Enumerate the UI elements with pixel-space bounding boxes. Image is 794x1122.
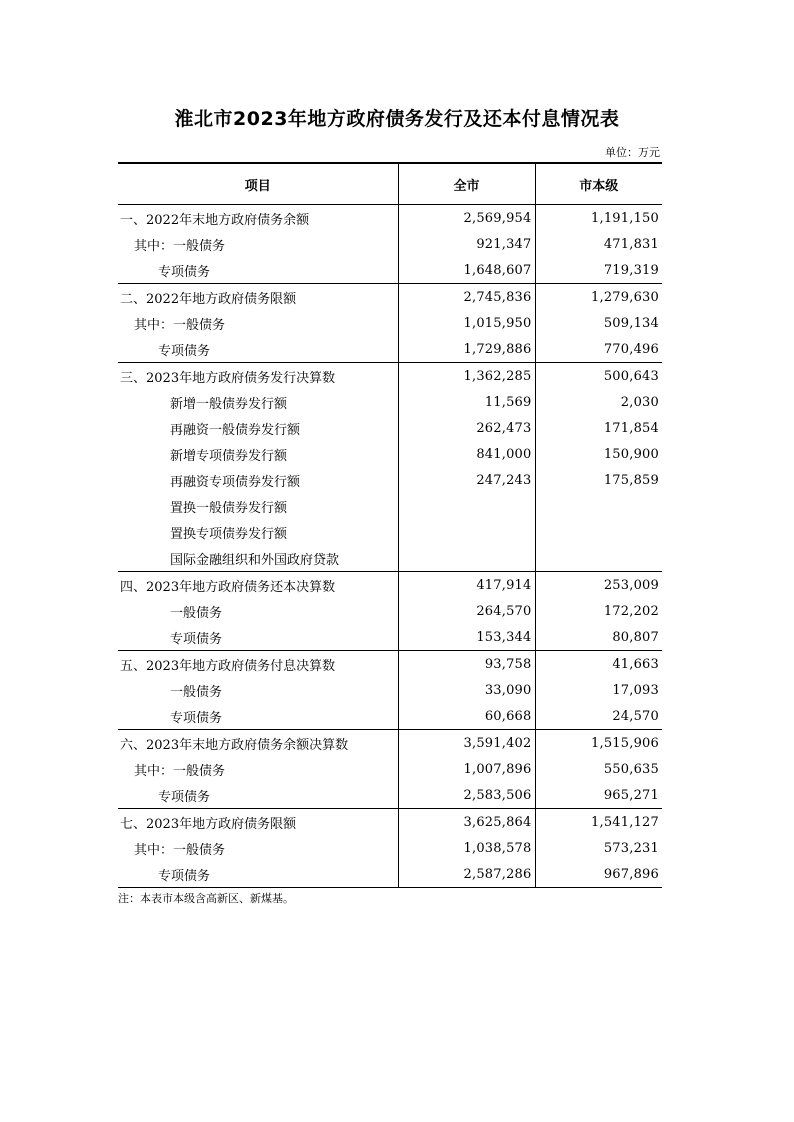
row-label: 专项债务 <box>170 631 223 647</box>
city-value <box>398 519 535 545</box>
row-label: 一、2022年末地方政府债务余额 <box>120 212 310 228</box>
table-row <box>118 415 662 441</box>
table-row <box>118 389 662 415</box>
municipal-value: 150,900 <box>535 441 662 467</box>
table-row <box>118 310 662 336</box>
city-value: 417,914 <box>398 572 535 599</box>
row-label: 再融资一般债券发行额 <box>170 422 301 438</box>
table-row <box>118 363 662 390</box>
row-label: 专项债务 <box>158 264 211 280</box>
city-value: 60,668 <box>398 703 535 730</box>
row-label: 一般债务 <box>170 605 223 621</box>
table-row <box>118 545 662 572</box>
row-label: 专项债务 <box>158 868 211 884</box>
city-value: 2,587,286 <box>398 861 535 888</box>
municipal-value: 1,191,150 <box>535 205 662 232</box>
row-label: 七、2023年地方政府债务限额 <box>118 809 398 836</box>
row-label: 专项债务 <box>170 710 223 726</box>
table-row <box>118 809 662 836</box>
municipal-value: 41,663 <box>535 651 662 678</box>
municipal-value: 2,030 <box>535 389 662 415</box>
row-label: 其中：一般债务 <box>134 842 226 858</box>
row-label: 新增专项债券发行额 <box>170 448 288 464</box>
row-label: 专项债务 <box>158 343 211 359</box>
municipal-value: 253,009 <box>535 572 662 599</box>
city-value: 921,347 <box>398 231 535 257</box>
municipal-value: 175,859 <box>535 467 662 493</box>
city-value: 1,362,285 <box>398 363 535 390</box>
municipal-value: 17,093 <box>535 677 662 703</box>
city-value: 3,591,402 <box>398 730 535 757</box>
city-value: 1,007,896 <box>398 756 535 782</box>
row-label: 国际金融组织和外国政府贷款 <box>170 552 340 568</box>
municipal-value: 770,496 <box>535 336 662 363</box>
table-row <box>118 756 662 782</box>
municipal-value: 500,643 <box>535 363 662 390</box>
municipal-value: 172,202 <box>535 598 662 624</box>
city-value <box>398 545 535 572</box>
row-label: 三、2023年地方政府债务发行决算数 <box>118 363 398 390</box>
table-row <box>118 231 662 257</box>
city-value: 93,758 <box>398 651 535 678</box>
column-header-city: 全市 <box>398 163 535 205</box>
municipal-value: 550,635 <box>535 756 662 782</box>
row-label: 新增一般债券发行额 <box>170 396 288 412</box>
municipal-value: 171,854 <box>535 415 662 441</box>
city-value: 2,745,836 <box>398 284 535 311</box>
table-row <box>118 336 662 363</box>
column-header-item: 项目 <box>118 163 398 205</box>
row-label: 置换专项债券发行额 <box>170 526 288 542</box>
page-title: 淮北市2023年地方政府债务发行及还本付息情况表 <box>174 108 620 130</box>
table-row <box>118 861 662 888</box>
city-value: 2,583,506 <box>398 782 535 809</box>
city-value <box>398 493 535 519</box>
table-row <box>118 572 662 599</box>
table-row <box>118 257 662 284</box>
municipal-value <box>535 493 662 519</box>
table-row <box>118 519 662 545</box>
municipal-value <box>535 545 662 572</box>
city-value: 1,648,607 <box>398 257 535 284</box>
row-label: 六、2023年末地方政府债务余额决算数 <box>118 730 398 757</box>
city-value: 264,570 <box>398 598 535 624</box>
footnote: 注：本表市本级含高新区、新煤基。 <box>118 892 294 905</box>
city-value: 33,090 <box>398 677 535 703</box>
table-row <box>118 703 662 730</box>
row-label: 再融资专项债券发行额 <box>170 474 301 490</box>
municipal-value: 1,541,127 <box>535 809 662 836</box>
city-value: 262,473 <box>398 415 535 441</box>
row-label: 置换一般债券发行额 <box>170 500 288 516</box>
table-row <box>118 493 662 519</box>
table-row <box>118 598 662 624</box>
table-row <box>118 677 662 703</box>
table-row <box>118 205 662 232</box>
municipal-value: 1,515,906 <box>535 730 662 757</box>
city-value: 1,729,886 <box>398 336 535 363</box>
city-value: 3,625,864 <box>398 809 535 836</box>
city-value: 1,015,950 <box>398 310 535 336</box>
table-header <box>118 163 662 205</box>
row-label: 二、2022年地方政府债务限额 <box>118 284 398 311</box>
city-value: 841,000 <box>398 441 535 467</box>
debt-table <box>118 162 662 888</box>
row-label: 其中：一般债务 <box>134 763 226 779</box>
row-label: 四、2023年地方政府债务还本决算数 <box>118 572 398 599</box>
municipal-value: 80,807 <box>535 624 662 651</box>
column-header-municipal: 市本级 <box>535 163 662 205</box>
municipal-value: 965,271 <box>535 782 662 809</box>
row-label: 五、2023年地方政府债务付息决算数 <box>118 651 398 678</box>
table-row <box>118 467 662 493</box>
table-row <box>118 835 662 861</box>
municipal-value: 1,279,630 <box>535 284 662 311</box>
row-label: 其中：一般债务 <box>134 238 226 254</box>
city-value: 2,569,954 <box>398 205 535 232</box>
unit-label: 单位：万元 <box>605 146 660 159</box>
municipal-value: 719,319 <box>535 257 662 284</box>
row-label: 专项债务 <box>158 789 211 805</box>
table-row <box>118 284 662 311</box>
table-row <box>118 651 662 678</box>
table-row <box>118 441 662 467</box>
municipal-value: 509,134 <box>535 310 662 336</box>
city-value: 153,344 <box>398 624 535 651</box>
municipal-value: 471,831 <box>535 231 662 257</box>
municipal-value: 24,570 <box>535 703 662 730</box>
row-label: 其中：一般债务 <box>134 317 226 333</box>
municipal-value <box>535 519 662 545</box>
city-value: 247,243 <box>398 467 535 493</box>
table-body <box>118 205 662 888</box>
municipal-value: 573,231 <box>535 835 662 861</box>
municipal-value: 967,896 <box>535 861 662 888</box>
table-row <box>118 730 662 757</box>
table-row <box>118 624 662 651</box>
city-value: 11,569 <box>398 389 535 415</box>
table-row <box>118 782 662 809</box>
city-value: 1,038,578 <box>398 835 535 861</box>
row-label: 一般债务 <box>170 684 223 700</box>
